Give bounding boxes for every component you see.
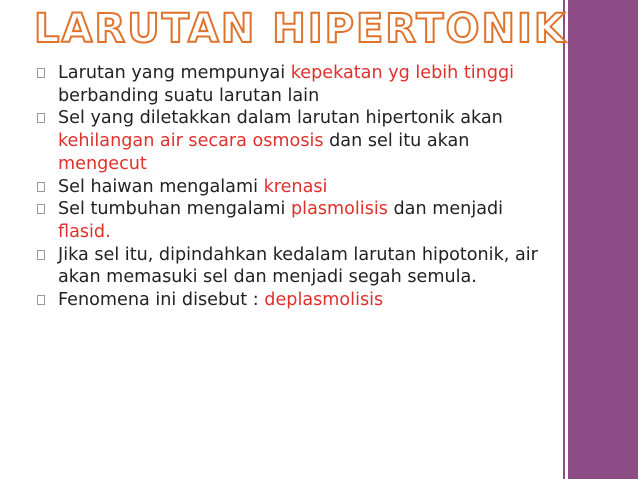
bullet-text: Larutan yang mempunyai bbox=[58, 63, 291, 83]
bullet-text: dan menjadi bbox=[387, 199, 504, 220]
bullet-list bbox=[36, 62, 556, 312]
bullet-text: Sel yang diletakkan dalam larutan hipertonik akan bbox=[58, 108, 503, 129]
bullet-text: dan sel itu akan bbox=[323, 131, 470, 152]
highlighted-text: kepekatan yg lebih tinggi bbox=[290, 63, 515, 83]
bullet-text: berbanding suatu larutan lain bbox=[58, 85, 320, 106]
bullet-item bbox=[36, 176, 556, 199]
decorative-side-line bbox=[563, 0, 565, 479]
bullet-text: Jika sel itu, dipindahkan kedalam larutan hipotonik, air akan memasuki sel dan menjadi segah semula. bbox=[58, 244, 538, 288]
highlighted-text: kehilangan air secara osmosis bbox=[58, 131, 324, 152]
bullet-item bbox=[36, 107, 556, 175]
decorative-side-band bbox=[568, 0, 638, 479]
square-bullet-icon bbox=[37, 295, 45, 305]
highlighted-text: krenasi bbox=[263, 176, 328, 197]
bullet-item bbox=[36, 62, 556, 107]
bullet-text: Fenomena ini disebut : bbox=[58, 290, 265, 311]
bullet-item bbox=[36, 289, 556, 312]
bullet-item bbox=[36, 198, 556, 243]
bullet-text: Sel haiwan mengalami bbox=[58, 176, 264, 197]
bullet-text: Sel tumbuhan mengalami bbox=[58, 199, 292, 220]
slide-title: LARUTAN HIPERTONIK bbox=[34, 6, 567, 52]
square-bullet-icon bbox=[37, 204, 45, 214]
square-bullet-icon bbox=[37, 113, 45, 123]
highlighted-text: mengecut bbox=[58, 153, 147, 174]
bullet-item bbox=[36, 244, 556, 289]
square-bullet-icon bbox=[37, 182, 45, 192]
highlighted-text: plasmolisis bbox=[291, 199, 388, 220]
highlighted-text: flasid. bbox=[58, 221, 111, 242]
highlighted-text: deplasmolisis bbox=[264, 290, 384, 311]
square-bullet-icon bbox=[37, 68, 45, 78]
square-bullet-icon bbox=[37, 250, 45, 260]
